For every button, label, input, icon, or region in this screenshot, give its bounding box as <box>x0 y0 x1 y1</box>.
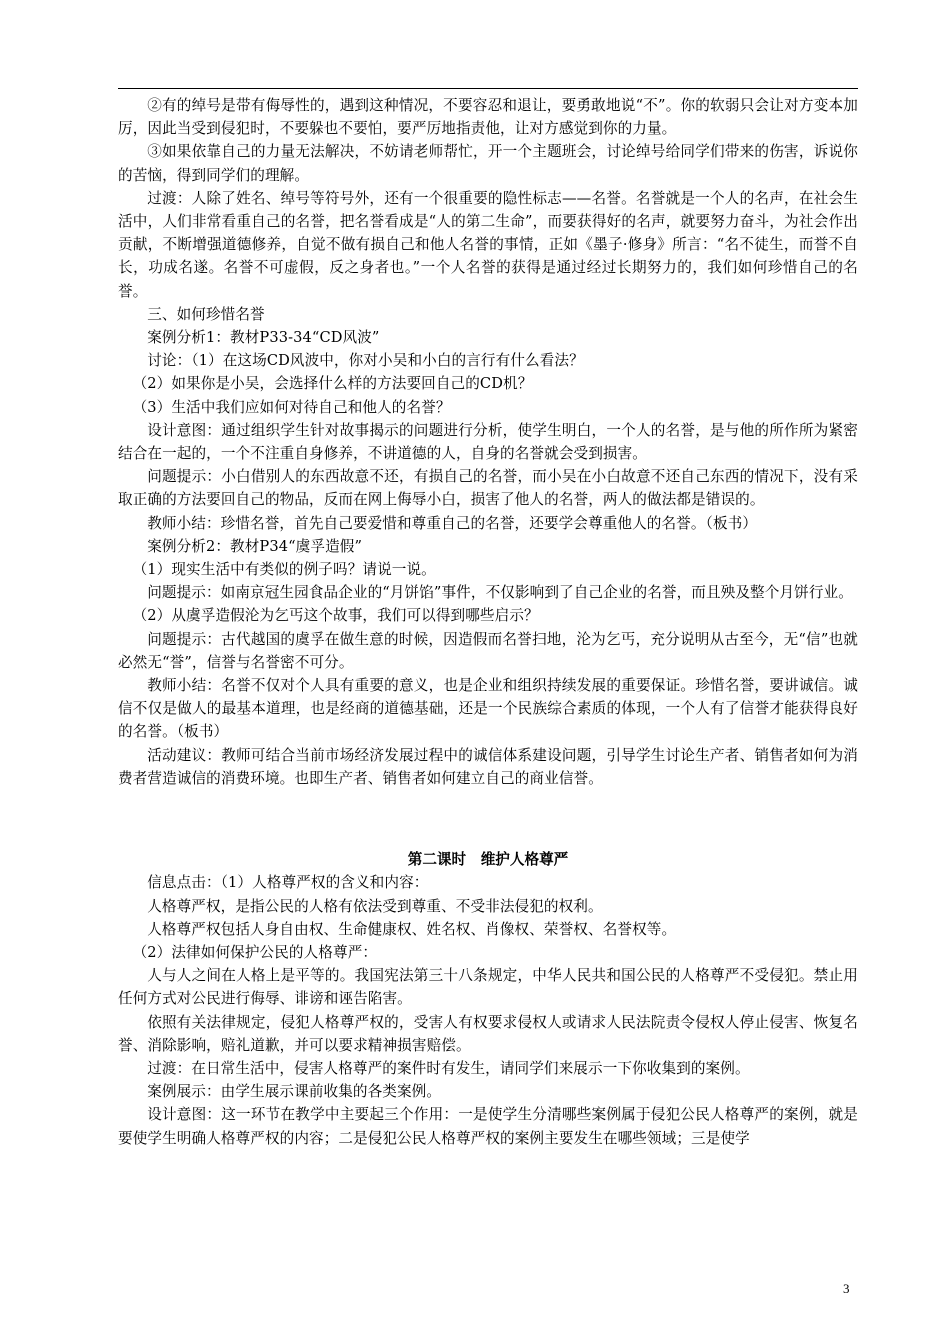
header-rule <box>118 88 858 89</box>
paragraph: 教师小结：珍惜名誉，首先自己要爱惜和尊重自己的名誉，还要学会尊重他人的名誉。（板书） <box>147 514 758 532</box>
paragraph: 依照有关法律规定，侵犯人格尊严权的，受害人有权要求侵权人或请求人民法院责令侵权人停止侵害、恢复名誉、消除影响，赔礼道歉，并可以要求精神损害赔偿。 <box>118 1013 858 1054</box>
paragraph: 问题提示：如南京冠生园食品企业的“月饼馅”事件，不仅影响到了自己企业的名誉，而且殃及整个月饼行业。 <box>147 584 853 602</box>
paragraph: 人格尊严权包括人身自由权、生命健康权、姓名权、肖像权、荣誉权、名誉权等。 <box>147 920 677 938</box>
page-number: 3 <box>843 1281 850 1296</box>
paragraph: 信息点击：（1）人格尊严权的含义和内容： <box>147 874 429 892</box>
paragraph: 案例分析2：教材P34“虞孚造假” <box>147 537 363 555</box>
paragraph: 人格尊严权，是指公民的人格有依法受到尊重、不受非法侵犯的权利。 <box>147 897 603 915</box>
paragraph: （2）从虞孚造假沦为乞丐这个故事，我们可以得到哪些启示？ <box>132 607 539 625</box>
paragraph: 教师小结：名誉不仅对个人具有重要的意义，也是企业和组织持续发展的重要保证。珍惜名誉，要讲诚信。诚信不仅是做人的最基本道理，也是经商的道德基础，还是一个民族综合素质的体现，一个人有了信誉才能获得良好的名誉。（板书） <box>118 677 858 741</box>
paragraph: （2）如果你是小吴，会选择什么样的方法要回自己的CD机？ <box>132 375 533 393</box>
section-heading: 第二课时 维护人格尊严 <box>407 851 569 869</box>
paragraph-group-bottom <box>118 871 858 1149</box>
paragraph: （1）现实生活中有类似的例子吗？请说一说。 <box>132 561 436 579</box>
paragraph: 讨论：（1）在这场CD风波中，你对小吴和小白的言行有什么看法？ <box>147 352 584 370</box>
paragraph: ③如果依靠自己的力量无法解决，不妨请老师帮忙，开一个主题班会，讨论绰号给同学们带来的伤害，诉说你的苦恼，得到同学们的理解。 <box>118 143 858 184</box>
paragraph: ②有的绰号是带有侮辱性的，遇到这种情况，不要容忍和退让，要勇敢地说“不”。你的软弱只会让对方变本加厉，因此当受到侵犯时，不要躲也不要怕，要严厉地指责他，让对方感觉到你的力量。 <box>118 97 858 138</box>
paragraph-group-top <box>118 94 858 790</box>
paragraph: 设计意图：通过组织学生针对故事揭示的问题进行分析，使学生明白，一个人的名誉，是与他的所作所为紧密结合在一起的，一个不注重自身修养，不讲道德的人，自身的名誉就会受到损害。 <box>118 421 858 463</box>
paragraph: 设计意图：这一环节在教学中主要起三个作用：一是使学生分清哪些案例属于侵犯公民人格尊严的案例，就是要使学生明确人格尊严权的内容；二是侵犯公民人格尊严权的案例主要发生在哪些领域；三是使学 <box>118 1106 858 1147</box>
paragraph: （2）法律如何保护公民的人格尊严： <box>132 943 378 961</box>
paragraph: 人与人之间在人格上是平等的。我国宪法第三十八条规定，中华人民共和国公民的人格尊严不受侵犯。禁止用任何方式对公民进行侮辱、诽谤和诬告陷害。 <box>118 967 858 1008</box>
paragraph: （3）生活中我们应如何对待自己和他人的名誉？ <box>132 398 451 416</box>
paragraph: 活动建议：教师可结合当前市场经济发展过程中的诚信体系建设问题，引导学生讨论生产者、销售者如何为消费者营造诚信的消费环境。也即生产者、销售者如何建立自己的商业信誉。 <box>118 746 858 787</box>
paragraph: 过渡：在日常生活中，侵害人格尊严的案件时有发生，请同学们来展示一下你收集到的案例。 <box>147 1059 750 1077</box>
section-spacer <box>118 790 858 848</box>
paragraph: 案例展示：由学生展示课前收集的各类案例。 <box>147 1083 442 1101</box>
paragraph: 问题提示：古代越国的虞孚在做生意的时候，因造假而名誉扫地，沦为乞丐，充分说明从古至今，无“信”也就必然无“誉”，信誉与名誉密不可分。 <box>118 630 858 671</box>
paragraph: 问题提示：小白借别人的东西故意不还，有损自己的名誉，而小吴在小白故意不还自己东西的情况下，没有采取正确的方法要回自己的物品，反而在网上侮辱小白，损害了他人的名誉，两人的做法都是错误的。 <box>118 468 858 509</box>
paragraph: 三、如何珍惜名誉 <box>147 305 265 323</box>
paragraph: 案例分析1：教材P33-34“CD风波” <box>147 329 380 347</box>
paragraph: 过渡：人除了姓名、绰号等符号外，还有一个很重要的隐性标志——名誉。名誉就是一个人的名声，在社会生活中，人们非常看重自己的名誉，把名誉看成是“人的第二生命”，而要获得好的名声，就要努力奋斗，为社会作出贡献，不断增强道德修养，自觉不做有损自己和他人名誉的事情，正如《墨子·修身》所言：“名不徒生，而誉不自长，功成名遂。名誉不可虚假，反之身者也。”一个人名誉的获得是通过经过长期努力的，我们如何珍惜自己的名誉。 <box>118 189 858 300</box>
document-body <box>118 94 858 1150</box>
